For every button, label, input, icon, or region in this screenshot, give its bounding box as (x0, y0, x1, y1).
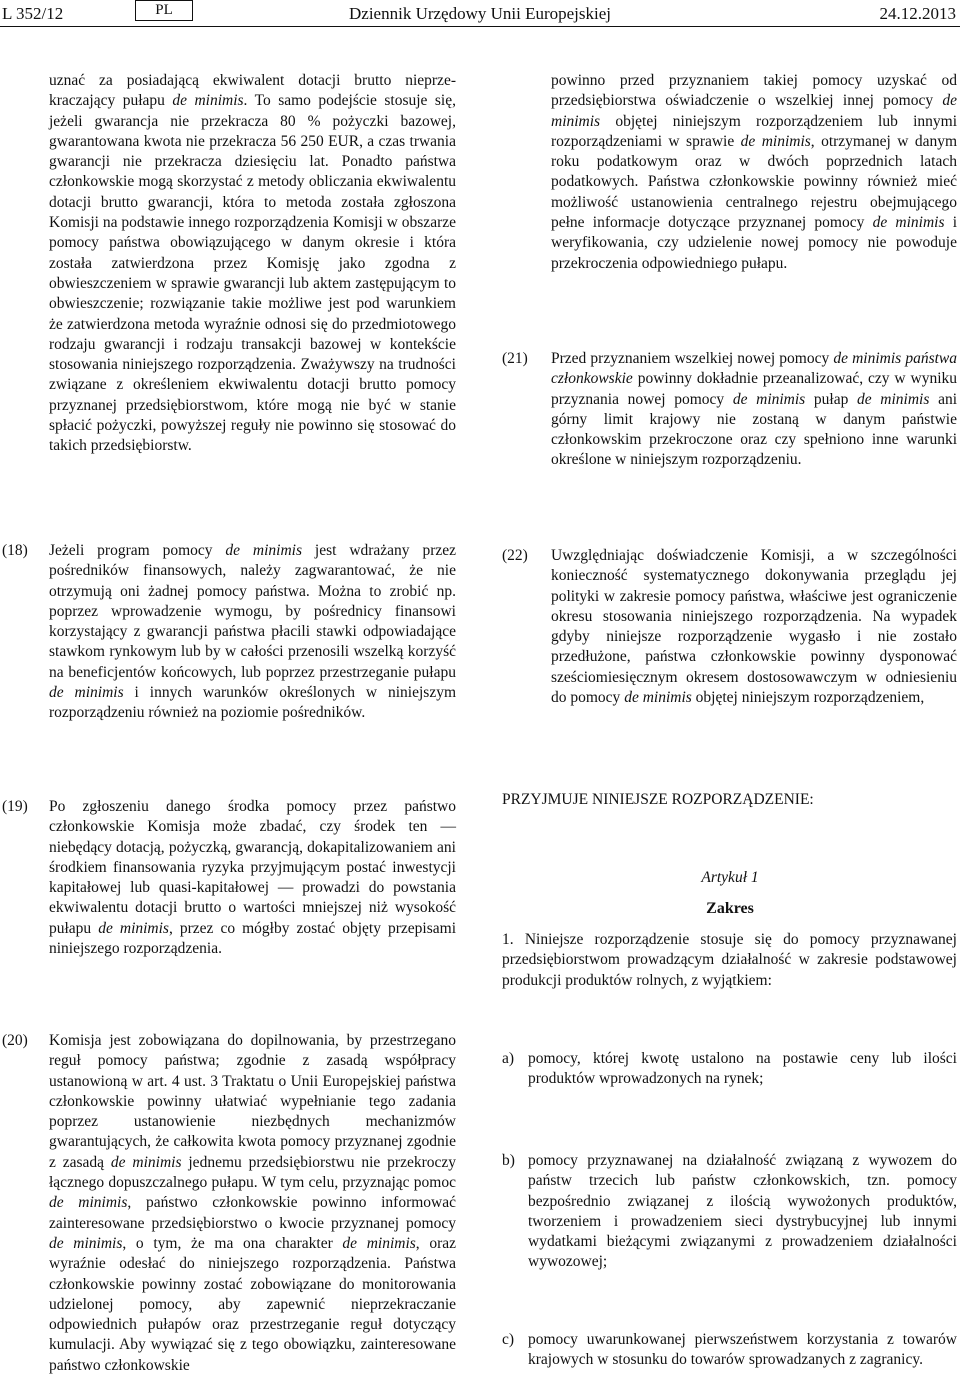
text: , otrzymanej w danym roku podatkowym oraz w dwóch poprzednich latach podatkowych. Państwa członkowskie powinny również mieć możliwość ustanowienia centralnego rejestru obejmującego pełne informacje dotyczące przyznanej pomocy (551, 132, 958, 232)
text: uznać za posiadającą ekwiwalent dotacji brutto nieprzekraczający pułapu (49, 72, 456, 110)
emphasis: de minimis (49, 1194, 128, 1212)
text: Komisja jest zobowiązana do dopilnowania, by przestrzegano reguł pomocy państwa; zgodnie z zasadą współpracy ustanowioną w art. 4 ust. 3 Traktatu o Unii Europejskiej państwa członkowskie powinny ułatwiać wypełnianie tego zadania poprzez ustanowienie niezbędnych mechanizmów gwarantujących, że całkowita kwota pomocy przyznanej zgodnie z zasadą (49, 1032, 456, 1171)
emphasis: de minimis (857, 390, 930, 408)
item-label: c) (502, 1331, 515, 1348)
emphasis: de minimis (551, 92, 957, 130)
recital-20-continuation (551, 71, 957, 274)
text: Jeżeli program pomocy (49, 542, 226, 559)
emphasis: de minimis (624, 689, 692, 707)
text: Uwzględniając doświadczenie Komisji, a w szczególności konieczność systematycznego dokonywania przeglądu jej polityki w zakresie pomocy państwa, właściwe jest ograniczenie okresu stosowania niniejszego rozporządzenia. Na wypadek gdyby niniejsze rozporządzenie wygasło i nie zostało przedłużone, państwa członkowskie powinny dysponować sześciomiesięcznym okresem dostosowawczym w odniesieniu do pomocy (551, 547, 957, 707)
recital-text (49, 541, 456, 724)
text: ani górny limit krajowy nie zostaną w danym państwie członkowskim przekroczone oraz czy spełniono inne warunki określone w niniejszym rozporządzeniu. (551, 390, 957, 469)
item-label: b) (502, 1152, 515, 1169)
recital-17-continuation (49, 71, 456, 457)
emphasis: de minimis (342, 1234, 416, 1252)
recital-18 (2, 541, 456, 751)
publication-date: 24.12.2013 (879, 4, 956, 23)
item-text: pomocy przyznawanej na działalność związaną z wywozem do państw trzecich lub państw członkowskich, tzn. pomocy bezpośrednio związanej z ilością wywożonych produktów, tworzeniem i prowadzeniem sieci dystrybucyjnej lub innymi wydatkami bieżącymi związanymi z prowadzeniem działalności wywozowej; (528, 1152, 957, 1271)
recital-19 (2, 797, 456, 977)
emphasis: de minimis (732, 390, 806, 408)
item-text: pomocy, której kwotę ustalono na postawie ceny lub ilości produktów wprowadzonych na rynek; (528, 1050, 957, 1088)
text: , oraz wyraźnie odesłać do niniejszego rozporządzenia. Państwa członkowskie powinny zostać zobowiązane do monitorowania udzielonej pomocy, aby zapewnić nieprzekraczanie odpowiednich pułapów oraz przestrzeganie reguł dotyczący kumulacji. Aby wywiązać się z tego obowiązku, zainteresowane państwo członkowskie (49, 1234, 457, 1374)
text: , przez co mógłby zostać objęty przepisami niniejszego rozporządzenia. (49, 919, 457, 958)
text: jednemu przedsiębiorstwu nie przekroczy łącznego dopuszczalnego pułapu. W tym celu, przyznając pomoc (49, 1153, 457, 1192)
language-badge: PL (135, 0, 193, 21)
recital-text (551, 546, 957, 708)
recital-number: (18) (2, 542, 28, 559)
adoption-formula: PRZYJMUJE NINIEJSZE ROZPORZĄDZENIE: (502, 791, 814, 808)
recital-20 (2, 1031, 456, 1391)
text: Po zgłoszeniu danego środka pomocy przez państwo członkowskie Komisja może zbadać, czy środek ten — niebędący dotacją, pożyczką, gwarancją, dokapitalizowaniem ani środkiem finansowania ryzyka przyjmującym postać inwestycji kapitałowej lub quasi-kapitałowej — prowadzi do powstania ekwiwalentu dotacji brutto o wartości mniejszej niż wysokość pułapu (49, 798, 456, 937)
text: objętej niniejszym rozporządzeniem, (691, 689, 925, 707)
article-number: Artykuł 1 (701, 869, 759, 886)
text: , o tym, że ma ona charakter (122, 1234, 343, 1252)
emphasis: de minimis (49, 684, 124, 702)
recital-number: (22) (502, 547, 528, 564)
recital-number: (21) (502, 350, 528, 367)
recital-text (49, 1031, 456, 1376)
recital-text (49, 797, 456, 959)
emphasis: de minimis (49, 1234, 123, 1252)
text: , państwo członkowskie powinno informować zainteresowane przedsiębiorstwo o kwocie przyznanej pomocy (49, 1194, 457, 1232)
item-text: pomocy uwarunkowanej pierwszeństwem korzystania z towarów krajowych w stosunku do towarów sprowadzanych z zagranicy. (528, 1331, 957, 1369)
article-paragraph-1: 1. Niniejsze rozporządzenie stosuje się do pomocy przyznawanej przedsiębiorstwom prowadzącym działalność w zakresie podstawowej produkcji produktów rolnych, z wyjątkiem: (502, 931, 957, 989)
text: powinno przed przyznaniem takiej pomocy uzyskać od przedsiębiorstwa oświadczenie o wszelkiej innej pomocy (551, 72, 957, 110)
article-title (502, 868, 958, 888)
journal-title: Dziennik Urzędowy Unii Europejskiej (349, 4, 612, 23)
recital-22 (502, 546, 957, 726)
emphasis: de minimis (872, 214, 945, 232)
emphasis: de minimis państwa członkowskie (551, 350, 957, 388)
text: powinny dokładnie przeanalizować, czy w wyniku przyznania nowej pomocy (551, 370, 957, 408)
recital-number: (19) (2, 798, 28, 815)
emphasis: de minimis (172, 92, 244, 110)
header-rule (0, 26, 960, 27)
article-subject: Zakres (706, 900, 754, 917)
recital-text (551, 349, 957, 471)
page-reference: L 352/12 (2, 4, 64, 23)
emphasis: de minimis (98, 919, 169, 937)
text: Przed przyznaniem wszelkiej nowej pomocy (551, 350, 834, 367)
text: pułap (805, 390, 857, 408)
text: . To samo podejście stosuje się, jeżeli gwarancja nie przekracza 80 % pożyczki bazowej, gwarantowana kwota nie przekracza 56 250 EUR, a czas trwania gwarancji nie przekracza dziesięciu lat. Ponadto państwa członkowskie mogą skorzystać z metody obliczania ekwiwalentu dotacji brutto gwarancji, która to metoda została zgłoszona Komisji na podstawie innego rozporządzenia Komisji w obszarze pomocy państwa obowiązującego w danym okresie i która została zatwierdzona przez Komisję jako zgodna z obwieszczeniem w sprawie gwarancji lub aktem zastępującym to obwieszczenie; rozwiązanie takie możliwe jest pod warunkiem że zatwierdzona metoda wyraźnie odnosi się do przedmiotowego rodzaju gwarancji i rodzaju transakcji bazowej w kontekście stosowania niniejszego rozporządzenia. Zważywszy na trudności związane z określeniem ekwiwalentu dotacji brutto pomocy przyznanej przedsiębiorstwom, które mogą nie być w stanie spłacić pożyczki, powyższej reguły nie powinno się stosować do takich przedsiębiorstw. (49, 92, 456, 455)
text: objętej niniejszym rozporządzeniem lub innymi rozporządzeniami w sprawie (551, 112, 957, 150)
emphasis: de minimis (225, 542, 303, 559)
recital-number: (20) (2, 1032, 28, 1049)
item-label: a) (502, 1050, 515, 1067)
recital-21 (502, 349, 957, 489)
text: i weryfikowania, czy udzielenie nowej pomocy nie powoduje przekroczenia odpowiedniego pułapu. (551, 214, 958, 272)
emphasis: de minimis (110, 1153, 182, 1171)
text: jest wdrażany przez pośredników finansowych, należy zagwarantować, że nie otrzymują oni żadnej pomocy państwa. Można to zrobić np. poprzez wprowadzenie wymogu, by pośrednicy finansowi korzystający z gwarancji państwa płacili stawki odpowiadające stawkom rynkowym lub by w całości przenosili wszelką korzyść na beneficjentów końcowych, lub poprzez przestrzeganie pułapu (49, 542, 456, 681)
text: i innych warunków określonych w niniejszym rozporządzeniu również na poziomie pośredników. (49, 684, 457, 722)
emphasis: de minimis (740, 132, 811, 150)
